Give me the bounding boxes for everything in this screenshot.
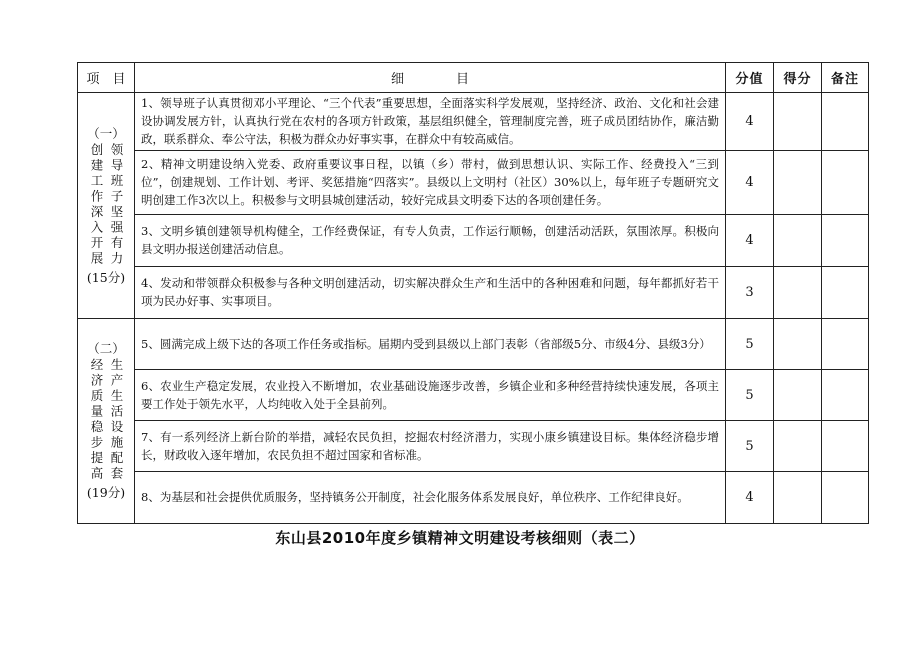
remark-cell[interactable] [822,151,869,215]
detail-cell: 7、有一系列经济上新台阶的举措，减轻农民负担，挖掘农村经济潜力，实现小康乡镇建设目标。集体经济稳步增长，财政收入逐年增加，农民负担不超过国家和省标准。 [135,421,726,472]
section-2-points: (19分) [86,485,126,500]
detail-cell: 5、圆满完成上级下达的各项工作任务或指标。届期内受到县级以上部门表彰（省部级5分、市级4分、县级3分） [135,319,726,370]
remark-cell[interactable] [822,267,869,319]
section-1-title-b: 创建工作深入开展 [89,142,104,267]
score-cell: 3 [726,267,774,319]
detail-cell: 1、领导班子认真贯彻邓小平理论、“三个代表”重要思想，全面落实科学发展观，坚持经济、政治、文化和社会建设协调发展方针，认真执行党在农村的各项方针政策，基层组织健全，管理制度完善，班子成员团结协作，廉洁勤政，联系群众、奉公守法，积极为群众办好事实事，在群众中有较高威信。 [135,93,726,151]
remark-cell[interactable] [822,472,869,524]
detail-cell: 4、发动和带领群众积极参与各种文明创建活动，切实解决群众生产和生活中的各种困难和问题，每年都抓好若干项为民办好事、实事项目。 [135,267,726,319]
header-earned: 得分 [774,63,822,93]
table-row [78,370,869,421]
header-score: 分值 [726,63,774,93]
remark-cell[interactable] [822,93,869,151]
remark-cell[interactable] [822,370,869,421]
remark-cell[interactable] [822,215,869,267]
section-2-title-b: 经济质量稳步提高 [89,358,104,482]
remark-cell[interactable] [822,319,869,370]
remark-cell[interactable] [822,421,869,472]
score-cell: 5 [726,370,774,421]
section-2-number: （二） [87,341,125,356]
earned-cell[interactable] [774,93,822,151]
detail-cell: 2、精神文明建设纳入党委、政府重要议事日程，以镇（乡）带村，做到思想认识、实际工作、经费投入“三到位”，创建规划、工作计划、考评、奖惩措施“四落实”。县级以上文明村（社区）30%以上，每年班子专题研究文明创建工作3次以上。积极参与文明县城创建活动，较好完成县文明委下达的各项创建任务。 [135,151,726,215]
table-row [78,421,869,472]
earned-cell[interactable] [774,472,822,524]
section-2-label [78,319,135,524]
detail-cell: 3、文明乡镇创建领导机构健全，工作经费保证，有专人负责，工作运行顺畅，创建活动活跃，氛围浓厚。积极向县文明办报送创建活动信息。 [135,215,726,267]
header-remark: 备注 [822,63,869,93]
section-1-points: (15分) [86,269,126,285]
earned-cell[interactable] [774,215,822,267]
section-2-title-a: 生产生活设施配套 [109,358,124,482]
earned-cell[interactable] [774,151,822,215]
detail-cell: 8、为基层和社会提供优质服务，坚持镇务公开制度，社会化服务体系发展良好，单位秩序、工作纪律良好。 [135,472,726,524]
table-caption: 东山县2010年度乡镇精神文明建设考核细则（表二） [275,529,645,547]
earned-cell[interactable] [774,319,822,370]
section-1-number: （一） [87,125,125,141]
score-cell: 4 [726,472,774,524]
section-1-label [78,93,135,319]
table-row [78,267,869,319]
detail-cell: 6、农业生产稳定发展，农业投入不断增加，农业基础设施逐步改善，乡镇企业和多种经营持续快速发展，各项主要工作处于领先水平，人均纯收入处于全县前列。 [135,370,726,421]
table-row [78,151,869,215]
earned-cell[interactable] [774,267,822,319]
table-header-row [78,63,869,93]
header-item: 项 目 [78,63,135,93]
table-row [78,472,869,524]
score-cell: 5 [726,319,774,370]
table-row [78,215,869,267]
score-cell: 4 [726,215,774,267]
score-cell: 4 [726,151,774,215]
table-row [78,319,869,370]
score-cell: 5 [726,421,774,472]
section-1-title-a: 领导班子坚强有力 [109,142,124,267]
assessment-table [77,62,869,524]
table-row [78,93,869,151]
earned-cell[interactable] [774,421,822,472]
score-cell: 4 [726,93,774,151]
header-detail: 细 目 [135,63,726,93]
assessment-table-sheet [77,62,868,524]
earned-cell[interactable] [774,370,822,421]
